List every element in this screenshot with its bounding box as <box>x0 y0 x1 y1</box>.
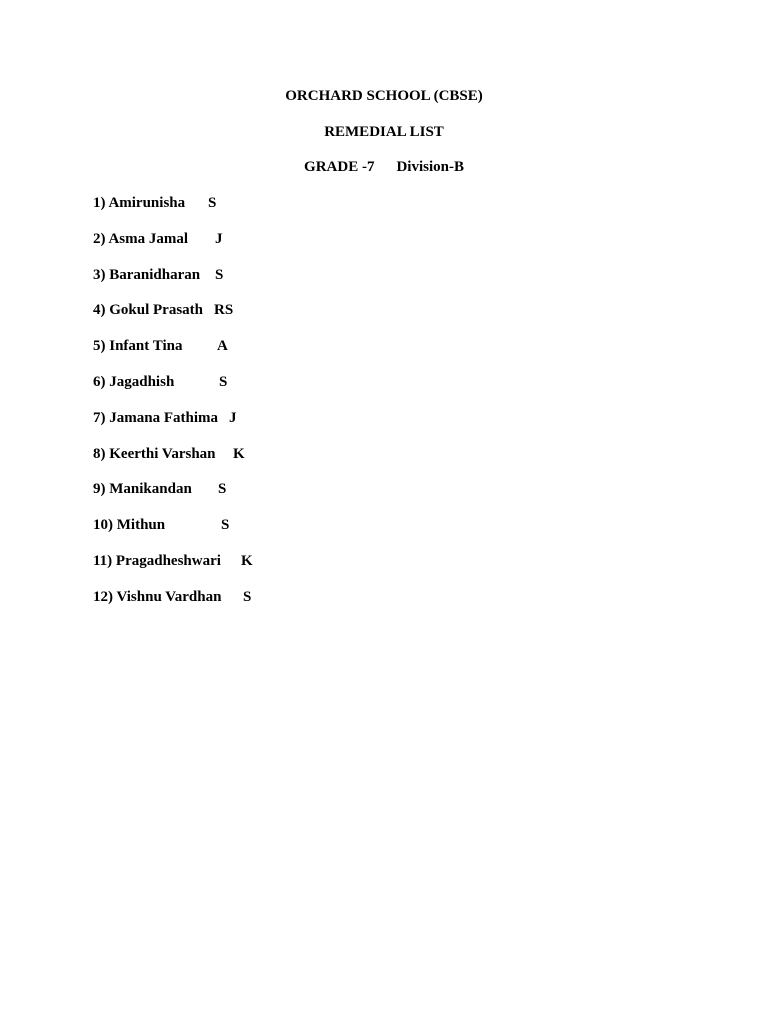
student-name: Mithun <box>116 517 166 534</box>
list-item <box>93 373 228 409</box>
item-number: 5) <box>93 338 106 355</box>
item-number: 11) <box>93 552 113 569</box>
student-initial: RS <box>214 302 234 319</box>
list-item <box>93 516 230 552</box>
student-initial: S <box>215 266 224 283</box>
list-item <box>93 409 237 445</box>
student-name: Vishnu Vardhan <box>116 588 222 605</box>
list-item <box>93 445 245 481</box>
item-number: 7) <box>93 409 106 426</box>
student-initial: S <box>221 517 230 534</box>
grade-division-line <box>0 158 768 176</box>
item-number: 4) <box>93 302 106 319</box>
list-item <box>93 337 228 373</box>
student-list <box>93 194 253 624</box>
student-initial: J <box>215 230 223 247</box>
list-item <box>93 588 252 624</box>
item-number: 8) <box>93 445 106 462</box>
list-item <box>93 301 234 337</box>
list-item <box>93 194 221 230</box>
student-initial: K <box>233 445 245 462</box>
student-initial: J <box>229 409 237 426</box>
grade-label: GRADE -7 <box>304 159 375 175</box>
list-title: REMEDIAL LIST <box>324 124 444 140</box>
list-item <box>93 266 224 302</box>
student-name: Jamana Fathima <box>109 409 218 426</box>
student-initial: S <box>243 588 252 605</box>
item-number: 6) <box>93 373 106 390</box>
item-number: 10) <box>93 517 113 534</box>
student-name: Pragadheshwari <box>115 552 221 569</box>
student-name: Gokul Prasath <box>109 302 204 319</box>
student-name: Jagadhish <box>109 373 175 390</box>
student-name: Baranidharan <box>109 266 201 283</box>
list-item <box>93 552 253 588</box>
item-number: 3) <box>93 266 106 283</box>
school-name: ORCHARD SCHOOL (CBSE) <box>285 88 483 104</box>
student-initial: S <box>219 373 228 390</box>
student-name: Keerthi Varshan <box>109 445 216 462</box>
student-initial: S <box>208 195 217 211</box>
student-initial: A <box>217 338 228 355</box>
student-name: Asma Jamal <box>108 230 189 247</box>
list-item <box>93 480 227 516</box>
item-number: 2) <box>93 230 106 247</box>
student-initial: S <box>218 481 227 498</box>
division-label: Division-B <box>396 159 464 175</box>
student-name: Manikandan <box>109 481 192 498</box>
student-name: Infant Tina <box>109 338 183 355</box>
list-item <box>93 230 221 266</box>
student-initial: K <box>241 552 253 569</box>
item-number: 9) <box>93 481 106 498</box>
item-number: 1) <box>93 195 106 211</box>
student-name: Amirunisha <box>108 195 186 211</box>
item-number: 12) <box>93 588 113 605</box>
